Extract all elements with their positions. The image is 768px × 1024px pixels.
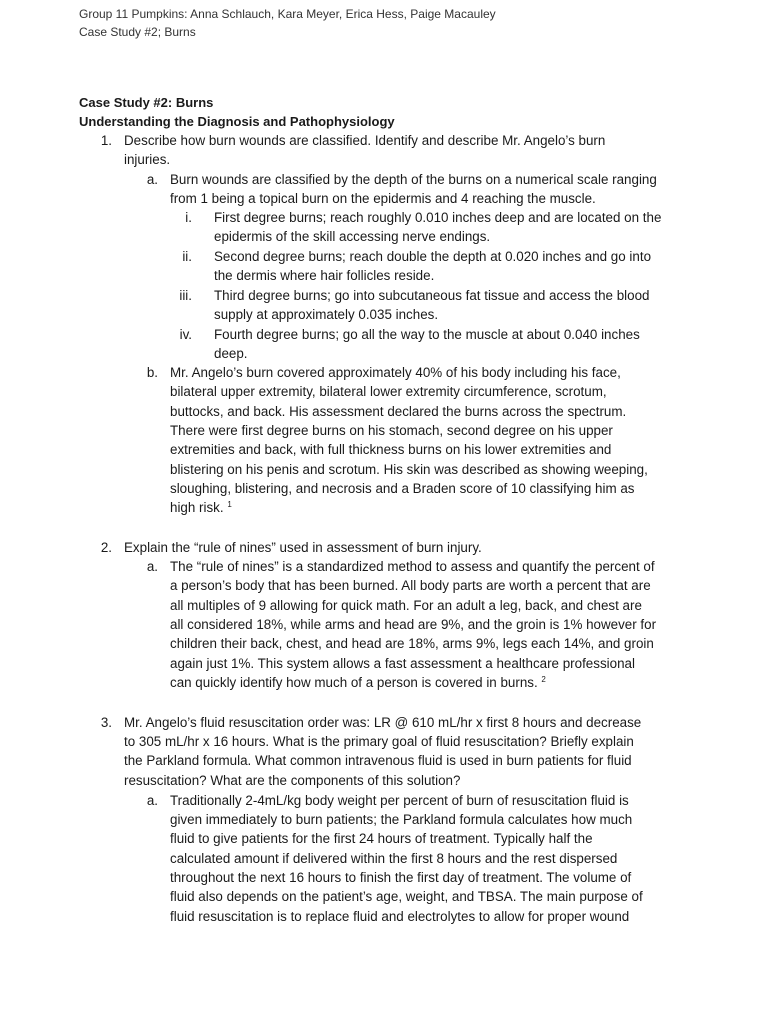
q2a-line: all multiples of 9 allowing for quick math. For an adult a leg, back, and chest are bbox=[170, 598, 642, 613]
q2a-line: again just 1%. This system allows a fast assessment a healthcare professional bbox=[170, 656, 635, 671]
q1a-iii-line: supply at approximately 0.035 inches. bbox=[214, 307, 439, 322]
q3-line: resuscitation? What are the components of this solution? bbox=[124, 773, 461, 788]
q2a-last-line bbox=[170, 674, 546, 692]
q1b-line: extremities and back, with full thickness burns on his lower extremities and bbox=[170, 442, 612, 457]
q1a-ii-line: the dermis where hair follicles reside. bbox=[214, 268, 435, 283]
q2-line: Explain the “rule of nines” used in assessment of burn injury. bbox=[124, 540, 482, 555]
q1a-iv-line: deep. bbox=[214, 346, 248, 361]
q1a-i-marker: i. bbox=[185, 210, 192, 225]
q2a-marker: a. bbox=[146, 559, 158, 574]
q3a-line: throughout the next 16 hours to finish the first day of treatment. The volume of bbox=[170, 870, 632, 885]
q1b-line: blistering on his penis and scrotum. His skin was described as showing weeping, bbox=[170, 462, 648, 477]
q1a-line: from 1 being a topical burn on the epidermis and 4 reaching the muscle. bbox=[170, 191, 596, 206]
q1a-iv-marker: iv. bbox=[179, 327, 192, 342]
q3-line: the Parkland formula. What common intravenous fluid is used in burn patients for fluid bbox=[124, 753, 632, 768]
q1b-marker: b. bbox=[146, 365, 158, 380]
q1b-line: There were first degree burns on his stomach, second degree on his upper bbox=[170, 423, 613, 438]
q3a-line: calculated amount if delivered within the first 8 hours and the rest dispersed bbox=[170, 851, 618, 866]
q1a-i-line: epidermis of the skill accessing nerve endings. bbox=[214, 229, 491, 244]
q3a-line: fluid to give patients for the first 24 hours of treatment. Typically half the bbox=[170, 831, 593, 846]
q2a-line: children their back, chest, and head are 18%, arms 9%, legs each 14%, and groin bbox=[170, 636, 654, 651]
q1b-line: sloughing, blistering, and necrosis and a Braden score of 10 classifying him as bbox=[170, 481, 635, 496]
section-heading: Understanding the Diagnosis and Pathophysiology bbox=[79, 114, 395, 129]
q1b-line: Mr. Angelo’s burn covered approximately 40% of his body including his face, bbox=[170, 365, 621, 380]
q1-line: injuries. bbox=[124, 152, 171, 167]
header-group-line: Group 11 Pumpkins: Anna Schlauch, Kara Meyer, Erica Hess, Paige Macauley bbox=[79, 7, 496, 21]
q2a-line-text: can quickly identify how much of a person is covered in burns. bbox=[170, 675, 542, 690]
q3a-line: fluid also depends on the patient’s age, weight, and TBSA. The main purpose of bbox=[170, 889, 643, 904]
q1a-ii-marker: ii. bbox=[182, 249, 192, 264]
q2a-line: all considered 18%, while arms and head are 9%, and the groin is 1% however for bbox=[170, 617, 657, 632]
q3a-line: Traditionally 2-4mL/kg body weight per percent of burn of resuscitation fluid is bbox=[170, 793, 629, 808]
q2-marker: 2. bbox=[100, 540, 112, 555]
q1a-iii-line: Third degree burns; go into subcutaneous fat tissue and access the blood bbox=[214, 288, 650, 303]
q2a-line: a person’s body that has been burned. All body parts are worth a percent that are bbox=[170, 578, 651, 593]
footnote-ref-1: 1 bbox=[227, 500, 232, 509]
q1a-line: Burn wounds are classified by the depth of the burns on a numerical scale ranging bbox=[170, 172, 657, 187]
q2a-line: The “rule of nines” is a standardized method to assess and quantify the percent of bbox=[170, 559, 655, 574]
q1-line: Describe how burn wounds are classified. Identify and describe Mr. Angelo’s burn bbox=[124, 133, 606, 148]
q3a-line: fluid resuscitation is to replace fluid and electrolytes to allow for proper wound bbox=[170, 909, 630, 924]
document-title: Case Study #2: Burns bbox=[79, 95, 214, 110]
q1b-line: bilateral upper extremity, bilateral lower extremity circumference, scrotum, bbox=[170, 384, 607, 399]
q1b-line-text: high risk. bbox=[170, 500, 228, 515]
header-case-line: Case Study #2; Burns bbox=[79, 25, 196, 39]
q1a-marker: a. bbox=[146, 172, 158, 187]
q1a-ii-line: Second degree burns; reach double the depth at 0.020 inches and go into bbox=[214, 249, 652, 264]
q1a-i-line: First degree burns; reach roughly 0.010 inches deep and are located on the bbox=[214, 210, 662, 225]
q1b-line: buttocks, and back. His assessment declared the burns across the spectrum. bbox=[170, 404, 627, 419]
q3a-marker: a. bbox=[146, 793, 158, 808]
q1b-last-line bbox=[170, 499, 232, 517]
q3-line: Mr. Angelo’s fluid resuscitation order was: LR @ 610 mL/hr x first 8 hours and decrease bbox=[124, 715, 642, 730]
q1-marker: 1. bbox=[100, 133, 112, 148]
q3-line: to 305 mL/hr x 16 hours. What is the primary goal of fluid resuscitation? Briefly explain bbox=[124, 734, 634, 749]
q3-marker: 3. bbox=[100, 715, 112, 730]
footnote-ref-2: 2 bbox=[541, 675, 546, 684]
q1a-iii-marker: iii. bbox=[179, 288, 192, 303]
q3a-line: given immediately to burn patients; the Parkland formula calculates how much bbox=[170, 812, 633, 827]
q1a-iv-line: Fourth degree burns; go all the way to the muscle at about 0.040 inches bbox=[214, 327, 640, 342]
